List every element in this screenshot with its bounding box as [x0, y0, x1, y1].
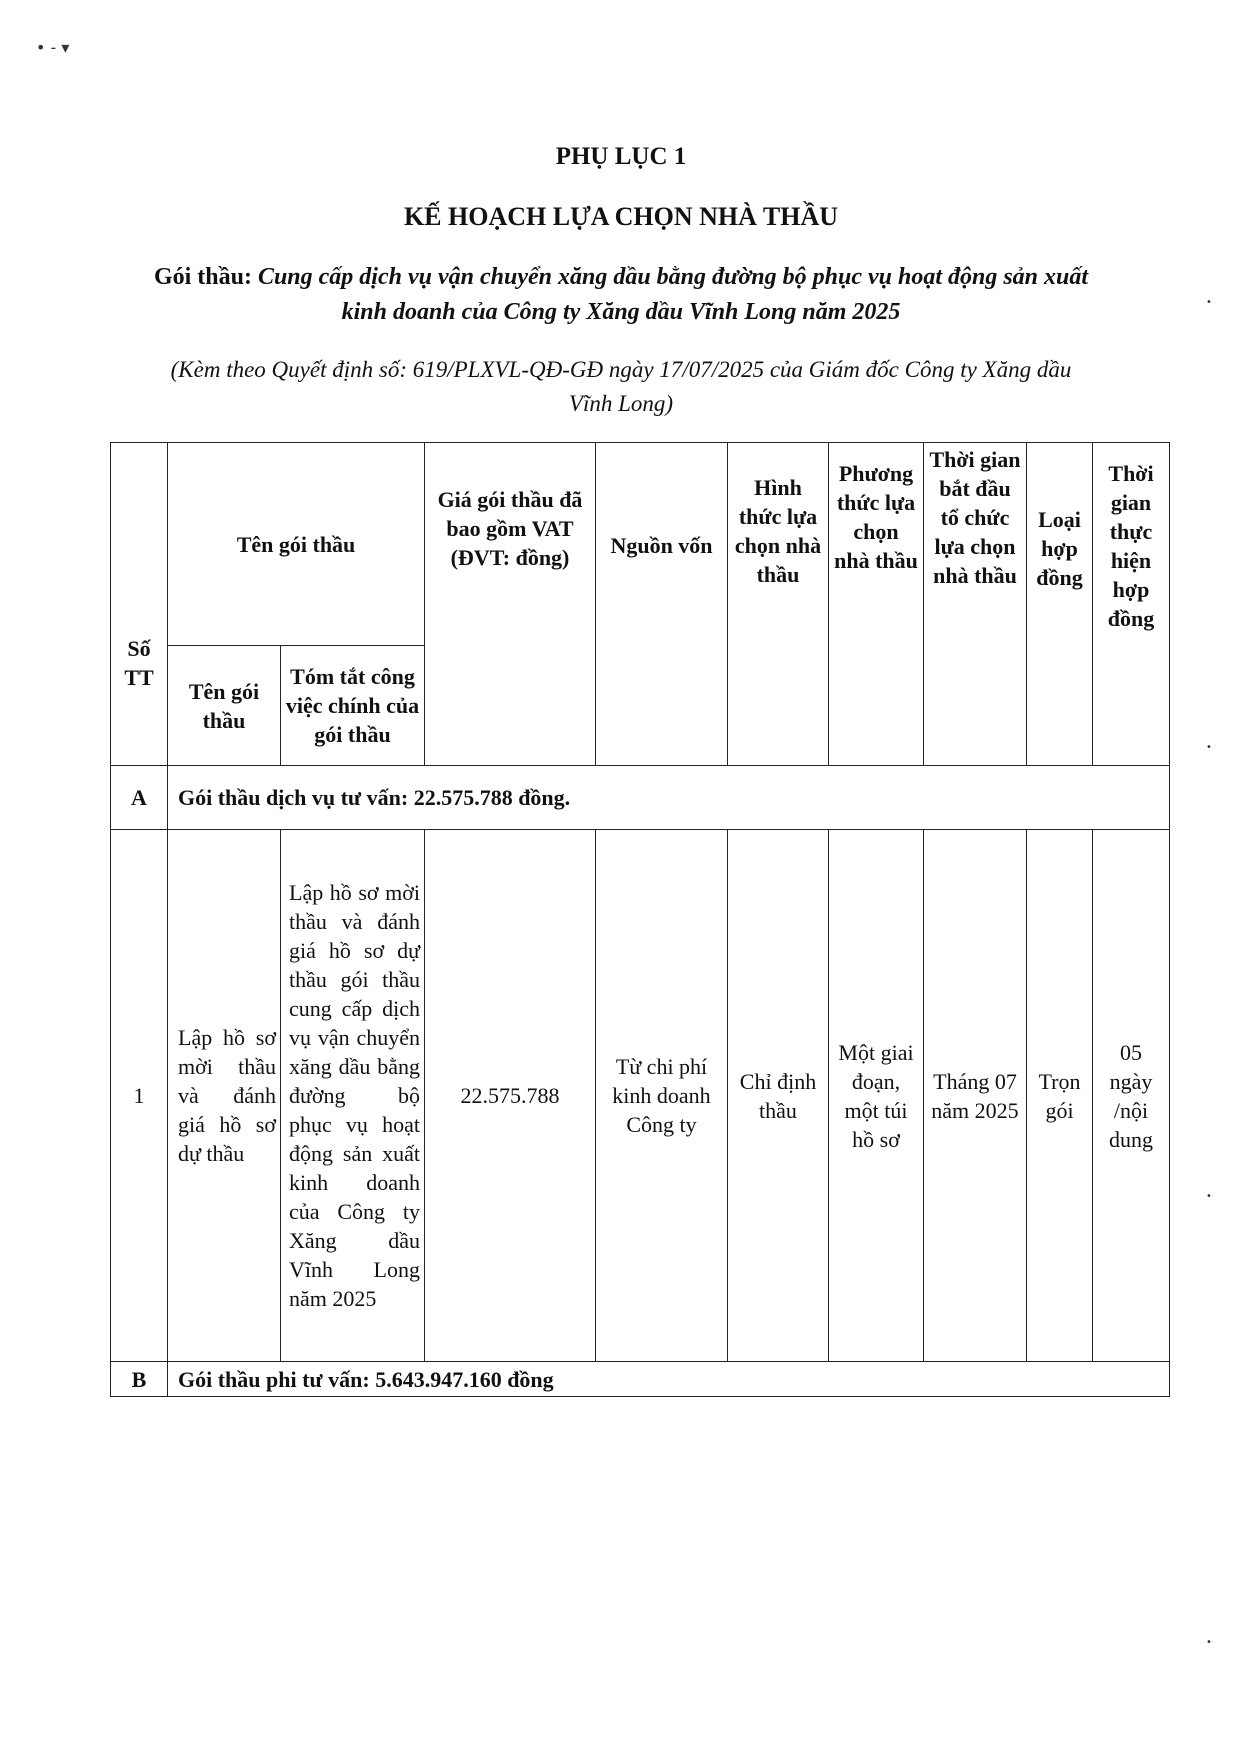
header-package-name-group: Tên gói thầu	[168, 443, 425, 646]
section-b-row	[111, 1362, 1170, 1397]
scan-speck-mark: •	[1206, 742, 1212, 753]
row-start-time: Tháng 07 năm 2025	[924, 830, 1027, 1362]
table-row	[111, 830, 1170, 1362]
scan-speck-mark: •	[1206, 1637, 1212, 1648]
scan-speck-mark: •	[1206, 1191, 1212, 1202]
section-a-label: Gói thầu dịch vụ tư vấn: 22.575.788 đồng.	[168, 766, 1170, 830]
row-selection-method: Một giai đoạn, một túi hồ sơ	[829, 830, 924, 1362]
header-contract-duration: Thời gian thực hiện hợp đồng	[1093, 443, 1170, 766]
section-b-code: B	[111, 1362, 168, 1397]
decree-note: (Kèm theo Quyết định số: 619/PLXVL-QĐ-GĐ ngày 17/07/2025 của Giám đốc Công ty Xăng dầu Vĩnh Long)	[170, 357, 1072, 416]
header-work-summary: Tóm tắt công việc chính của gói thầu	[281, 646, 425, 766]
row-package-name: Lập hồ sơ mời thầu và đánh giá hồ sơ dự thầu	[168, 830, 281, 1362]
contractor-selection-plan-table	[110, 442, 1170, 1397]
row-funding-source: Từ chi phí kinh doanh Công ty	[596, 830, 728, 1362]
section-b-label: Gói thầu phi tư vấn: 5.643.947.160 đồng	[168, 1362, 1170, 1397]
header-start-time: Thời gian bắt đầu tổ chức lựa chọn nhà thầu	[924, 443, 1027, 766]
document-title: KẾ HOẠCH LỰA CHỌN NHÀ THẦU	[403, 202, 839, 231]
header-funding-source: Nguồn vốn	[596, 443, 728, 766]
header-contract-type: Loại hợp đồng	[1027, 443, 1093, 766]
row-contract-duration: 05 ngày /nội dung	[1093, 830, 1170, 1362]
header-package-price: Giá gói thầu đã bao gồm VAT (ĐVT: đồng)	[425, 443, 596, 766]
section-a-code: A	[111, 766, 168, 830]
package-label: Gói thầu:	[153, 264, 252, 290]
row-work-summary: Lập hồ sơ mời thầu và đánh giá hồ sơ dự thầu gói thầu cung cấp dịch vụ vận chuyển xăng dầu bằng đường bộ phục vụ hoạt động sản xuất kinh doanh của Công ty Xăng dầu Vĩnh Long năm 2025	[281, 830, 425, 1362]
header-package-name: Tên gói thầu	[168, 646, 281, 766]
section-a-row	[111, 766, 1170, 830]
scan-speck-mark: • - ▾	[36, 38, 70, 57]
header-selection-method: Phương thức lựa chọn nhà thầu	[829, 443, 924, 766]
package-name: Cung cấp dịch vụ vận chuyển xăng dầu bằng đường bộ phục vụ hoạt động sản xuất kinh doanh của Công ty Xăng dầu Vĩnh Long năm 2025	[257, 264, 1089, 325]
package-line	[150, 260, 1092, 330]
header-selection-form: Hình thức lựa chọn nhà thầu	[728, 443, 829, 766]
table-header-row	[111, 443, 1170, 646]
appendix-heading: PHỤ LỤC 1	[555, 143, 687, 170]
header-stt: Số TT	[111, 443, 168, 766]
scan-speck-mark: •	[1206, 297, 1212, 308]
row-contract-type: Trọn gói	[1027, 830, 1093, 1362]
row-stt: 1	[111, 830, 168, 1362]
row-selection-form: Chỉ định thầu	[728, 830, 829, 1362]
row-package-price: 22.575.788	[425, 830, 596, 1362]
